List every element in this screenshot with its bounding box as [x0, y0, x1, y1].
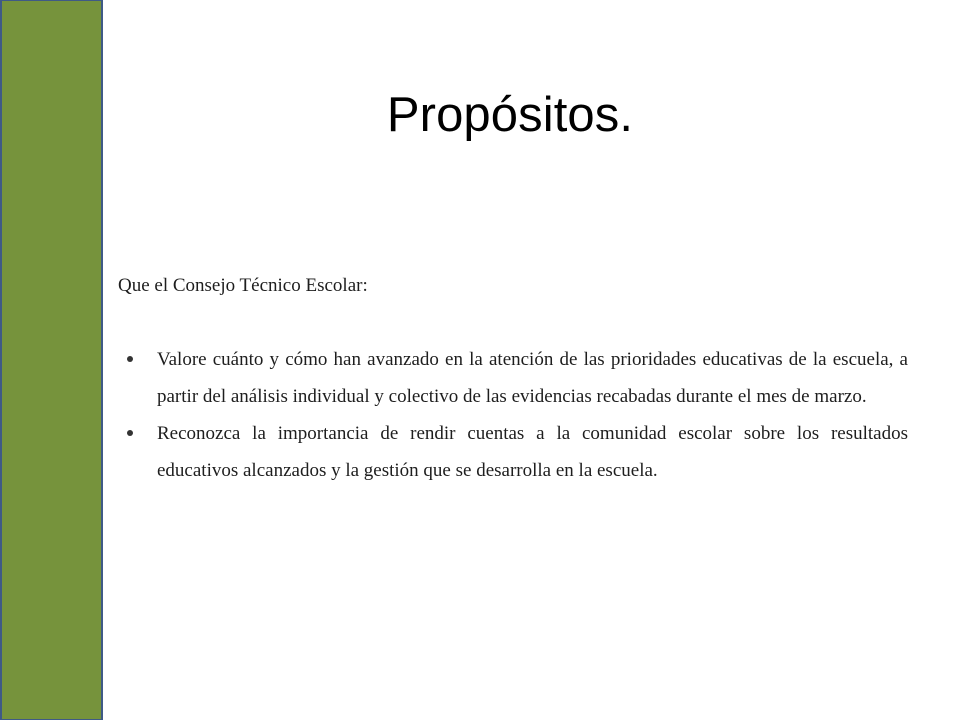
- purpose-text: Reconozca la importancia de rendir cuentas a la comunidad escolar sobre los resultados educativos alcanzados y la gestión que se desarrolla en la escuela.: [157, 423, 908, 481]
- bullet-icon: [127, 356, 133, 362]
- slide-content: [118, 274, 908, 489]
- slide-title: Propósitos.: [386, 87, 634, 142]
- intro-text: Que el Consejo Técnico Escolar:: [118, 275, 368, 296]
- left-accent-bar: [0, 0, 103, 720]
- purpose-text: Valore cuánto y cómo han avanzado en la atención de las prioridades educativas de la escuela, a partir del análisis individual y colectivo de las evidencias recabadas durante el mes de marzo.: [157, 349, 908, 407]
- purposes-list: [118, 341, 908, 489]
- purpose-item: [118, 341, 908, 415]
- purpose-item: [118, 415, 908, 489]
- bullet-icon: [127, 430, 133, 436]
